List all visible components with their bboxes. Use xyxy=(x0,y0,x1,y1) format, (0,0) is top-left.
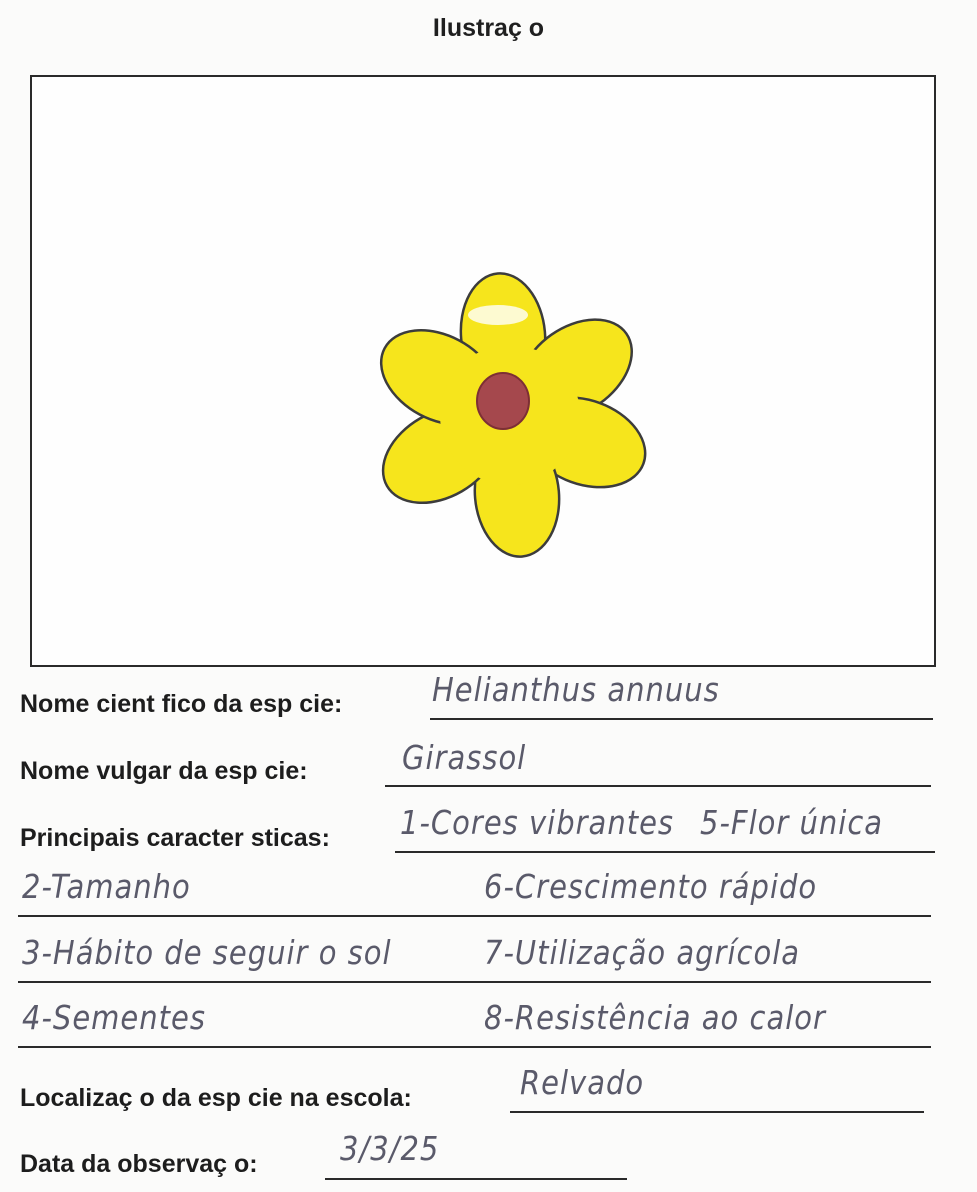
characteristic-4: 4-Sementes xyxy=(22,997,206,1037)
location-line xyxy=(510,1111,924,1113)
characteristics-label: Principais caracter sticas: xyxy=(20,824,330,852)
scientific-name-line xyxy=(430,718,933,720)
scientific-name-value: Helianthus annuus xyxy=(432,669,720,709)
characteristics-line-4 xyxy=(18,1046,931,1048)
location-value: Relvado xyxy=(520,1062,645,1102)
flower xyxy=(365,270,658,560)
petal-highlight xyxy=(468,305,528,325)
common-name-line xyxy=(385,785,931,787)
common-name-label: Nome vulgar da esp cie: xyxy=(20,757,308,785)
characteristic-7: 7-Utilização agrícola xyxy=(484,932,801,972)
common-name-value: Girassol xyxy=(402,737,527,777)
characteristics-line-3 xyxy=(18,981,931,983)
characteristics-line-1 xyxy=(395,851,935,853)
date-label: Data da observaç o: xyxy=(20,1150,258,1178)
page-title: Ilustraç o xyxy=(432,14,545,42)
characteristic-8: 8-Resistência ao calor xyxy=(484,997,826,1037)
characteristic-2: 2-Tamanho xyxy=(22,866,191,906)
characteristics-line-2 xyxy=(18,915,931,917)
characteristic-5: 5-Flor única xyxy=(700,802,884,842)
location-label: Localizaç o da esp cie na escola: xyxy=(20,1084,412,1112)
illustration-frame xyxy=(30,75,936,667)
scientific-name-label: Nome cient fico da esp cie: xyxy=(20,690,343,718)
flower-drawing xyxy=(32,77,934,665)
date-line xyxy=(325,1178,627,1180)
date-value: 3/3/25 xyxy=(340,1128,440,1168)
characteristic-6: 6-Crescimento rápido xyxy=(484,866,818,906)
characteristic-1: 1-Cores vibrantes xyxy=(400,802,675,842)
flower-center xyxy=(477,373,529,429)
characteristic-3: 3-Hábito de seguir o sol xyxy=(22,932,392,972)
